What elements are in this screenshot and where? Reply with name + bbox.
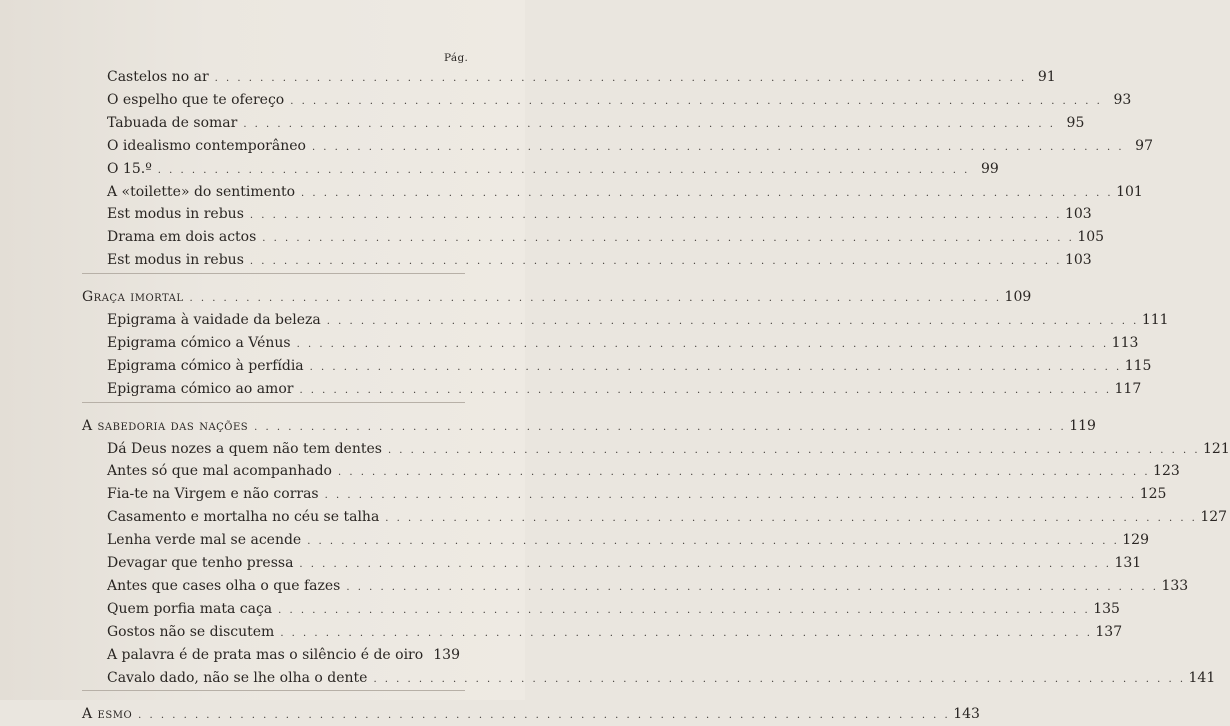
toc-entry-page-number: 101 [1116, 183, 1143, 200]
toc-entry-title: Castelos no ar [107, 69, 209, 85]
toc-entry-page-number: 93 [1113, 91, 1132, 108]
toc-entry-page-number: 135 [1093, 600, 1120, 617]
dot-leader [262, 229, 1074, 245]
toc-section-title: Graça imortal [82, 289, 184, 306]
toc-entry-title: Drama em dois actos [107, 229, 257, 246]
dot-leader [385, 509, 1197, 525]
toc-entry-page-number: 121 [1203, 440, 1230, 457]
toc-entry-page-number: 123 [1153, 463, 1180, 480]
page-column-label: Pág. [444, 52, 469, 64]
toc-entry-title: Devagar que tenho pressa [107, 555, 294, 571]
toc-entry-title: Quem porfia mata caça [107, 600, 273, 617]
dot-leader [138, 706, 950, 722]
toc-entry [107, 252, 1092, 272]
toc-entry [107, 509, 1228, 529]
toc-entry [107, 69, 1056, 89]
dot-leader [297, 335, 1109, 351]
toc-entry-page-number: 141 [1188, 669, 1216, 686]
dot-leader [254, 418, 1066, 434]
toc-entry-page-number: 133 [1161, 577, 1189, 594]
toc-entry-page-number: 131 [1114, 555, 1142, 571]
toc-entry [107, 623, 1123, 644]
toc-entry-title: Antes só que mal acompanhado [107, 463, 332, 480]
dot-leader [301, 184, 1113, 200]
toc-entry-page-number: 137 [1095, 623, 1123, 640]
dot-leader [327, 312, 1139, 328]
dot-leader [290, 92, 1102, 108]
toc-entry [107, 577, 1189, 598]
toc-entry-page-number: 103 [1064, 252, 1092, 269]
toc-entry-title: O espelho que te ofereço [107, 91, 285, 108]
dot-leader [158, 161, 970, 177]
toc-entry-title: Epigrama cómico a Vénus [107, 334, 291, 351]
toc-entry-title: Est modus in rebus [107, 206, 244, 223]
toc-entry-page-number: 125 [1139, 486, 1167, 503]
toc-section [82, 417, 1096, 438]
dot-leader [250, 252, 1062, 268]
toc-entry [107, 647, 460, 667]
toc-entry [107, 532, 1149, 552]
toc-entry [107, 114, 1085, 135]
dot-leader [346, 578, 1158, 594]
toc-entry [107, 334, 1139, 355]
dot-leader [312, 138, 1124, 154]
toc-entry-title: Lenha verde mal se acende [107, 532, 302, 549]
toc-entry-page-number: 99 [981, 160, 999, 177]
toc-entry-title: A «toilette» do sentimento [107, 183, 296, 200]
toc-entry [107, 206, 1092, 226]
dot-leader [250, 206, 1062, 222]
dot-leader [310, 358, 1122, 374]
toc-entry-page-number: 105 [1077, 229, 1105, 246]
toc-entry [107, 183, 1143, 204]
dot-leader [307, 532, 1119, 548]
toc-entry [107, 440, 1230, 461]
dot-leader [280, 624, 1092, 640]
toc-entry-page-number: 117 [1114, 380, 1142, 397]
toc-entry-page-number: 103 [1064, 206, 1092, 223]
toc-section-page-number: 109 [1004, 289, 1032, 306]
toc-entry [107, 137, 1153, 158]
toc-entry [107, 669, 1216, 690]
toc-entry-title: Cavalo dado, não se lhe olha o dente [107, 669, 368, 686]
toc-entry-title: O idealismo contemporâneo [107, 137, 306, 154]
toc-entry-page-number: 139 [433, 646, 460, 663]
dot-leader [338, 463, 1150, 479]
section-divider [82, 402, 465, 403]
section-divider [82, 690, 465, 691]
dot-leader [278, 601, 1090, 617]
toc-entry-page-number: 111 [1141, 312, 1169, 328]
toc-entry [107, 486, 1167, 506]
toc-entry [107, 555, 1142, 575]
toc-entry-title: A palavra é de prata mas o silêncio é de oiro [107, 646, 424, 663]
toc-entry-page-number: 97 [1135, 137, 1153, 154]
toc-entry-title: Casamento e mortalha no céu se talha [107, 509, 380, 526]
toc-entry-page-number: 113 [1111, 334, 1139, 351]
toc-entry [107, 160, 999, 181]
toc-entry-title: Epigrama cómico à perfídia [107, 357, 304, 374]
dot-leader [299, 555, 1111, 571]
toc-entry-title: Epigrama à vaidade da beleza [107, 312, 321, 328]
toc-entry-page-number: 91 [1037, 69, 1056, 85]
toc-entry [107, 463, 1180, 483]
toc-section-title: A sabedoria das nações [82, 417, 249, 434]
dot-leader [388, 441, 1200, 457]
toc-entry-title: Gostos não se discutem [107, 623, 275, 640]
toc-entry [107, 380, 1142, 401]
dot-leader [243, 115, 1055, 131]
toc-entry-title: O 15.º [107, 160, 152, 177]
toc-entry-title: Tabuada de somar [107, 114, 238, 131]
toc-entry-page-number: 95 [1066, 114, 1085, 131]
toc-section [82, 289, 1032, 309]
toc-entry [107, 91, 1132, 112]
toc-entry-title: Epigrama cómico ao amor [107, 380, 294, 397]
section-divider [82, 273, 465, 274]
toc-section [82, 706, 980, 726]
dot-leader [215, 69, 1027, 85]
toc-entry [107, 600, 1120, 621]
toc-entry-title: Est modus in rebus [107, 252, 244, 269]
toc-section-page-number: 119 [1069, 417, 1096, 434]
toc-entry-title: Fia-te na Virgem e não corras [107, 486, 319, 503]
dot-leader [373, 670, 1185, 686]
toc-entry-title: Dá Deus nozes a quem não tem dentes [107, 440, 382, 457]
toc-entry-title: Antes que cases olha o que fazes [107, 577, 341, 594]
dot-leader [189, 289, 1001, 305]
toc-section-title: A esmo [82, 706, 133, 723]
toc-entry-page-number: 127 [1200, 509, 1228, 526]
dot-leader [429, 647, 430, 663]
toc-entry [107, 312, 1169, 332]
dot-leader [299, 381, 1111, 397]
toc-entry [107, 229, 1105, 249]
toc-entry-page-number: 129 [1122, 532, 1149, 549]
toc-entry [107, 357, 1152, 378]
dot-leader [325, 486, 1137, 502]
toc-section-page-number: 143 [953, 706, 980, 723]
toc-entry-page-number: 115 [1124, 357, 1152, 374]
